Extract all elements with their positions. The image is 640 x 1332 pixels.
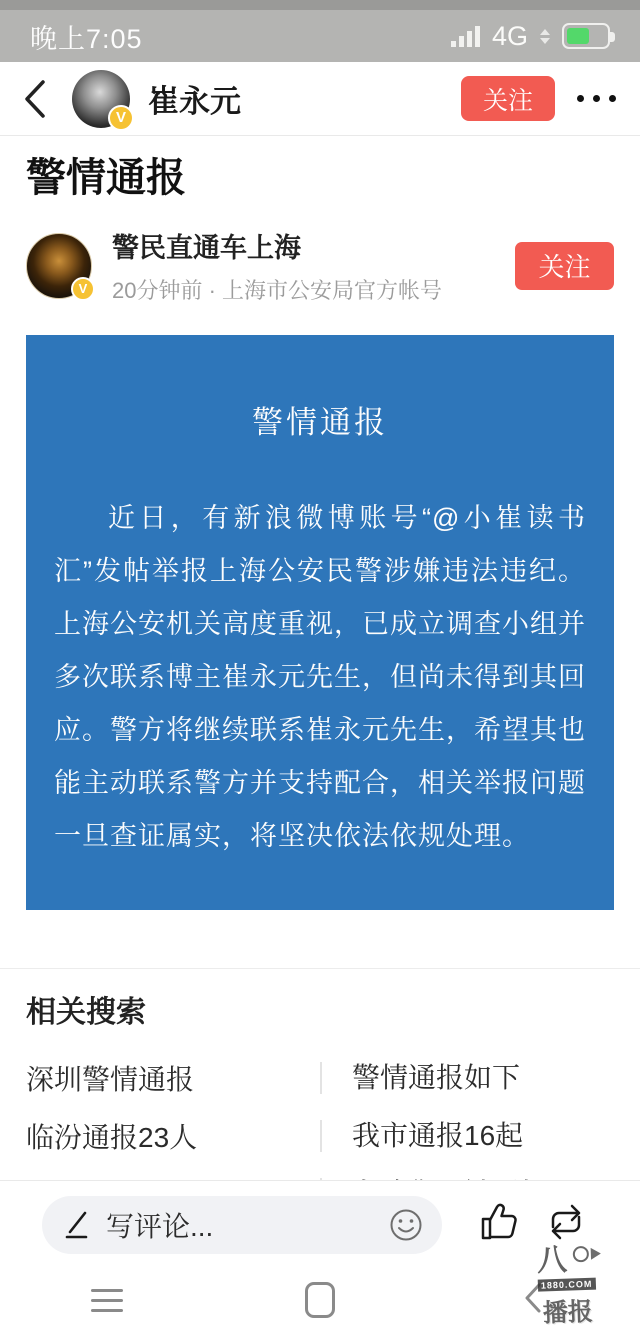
smiley-icon bbox=[388, 1207, 424, 1243]
watermark-label: 播报 bbox=[542, 1297, 594, 1328]
more-options-button[interactable] bbox=[575, 89, 618, 108]
recents-button[interactable] bbox=[83, 1281, 131, 1320]
notice-title: 警情通报 bbox=[252, 405, 388, 440]
header-follow-button[interactable]: 关注 bbox=[461, 76, 555, 121]
watermark-site: 1880.COM bbox=[538, 1278, 596, 1292]
verified-badge-icon: V bbox=[71, 277, 95, 301]
notice-body: 近日，有新浪微博账号“@小崔读书汇”发帖举报上海公安民警涉嫌违法违纪。上海公安机关高度重视，已成立调查小组并多次联系博主崔永元先生，但尚未得到其回应。警方将继续联系崔永元先生，希望其也能主动联系警方并支持配合，相关举报问题一旦查证属实，将坚决依法依规处理。 bbox=[54, 503, 586, 851]
verified-badge-icon: V bbox=[108, 105, 134, 131]
author-card[interactable] bbox=[0, 210, 640, 321]
pencil-icon bbox=[62, 1210, 90, 1240]
status-bar-top-strip bbox=[0, 0, 640, 10]
article-title: 警情通报 bbox=[26, 156, 186, 200]
related-search-link[interactable]: 警情通报如下 bbox=[320, 1062, 614, 1094]
back-button[interactable] bbox=[22, 71, 58, 127]
related-search-heading: 相关搜索 bbox=[26, 996, 146, 1029]
watermark-logo: 八 bbox=[536, 1243, 568, 1278]
author-meta: 20分钟前 · 上海市公安局官方帐号 bbox=[112, 278, 443, 303]
watermark-megaphone-icon bbox=[591, 1247, 601, 1259]
profile-name: 崔永元 bbox=[148, 84, 241, 119]
related-search-row bbox=[26, 1107, 614, 1165]
header bbox=[0, 62, 640, 136]
related-search-link[interactable]: 我市通报16起 bbox=[320, 1120, 614, 1152]
clock: 晚上7:05 bbox=[30, 23, 143, 54]
home-button[interactable] bbox=[305, 1282, 335, 1318]
network-type-label: 4G bbox=[491, 20, 528, 51]
comment-placeholder: 写评论... bbox=[106, 1210, 214, 1242]
related-search-link[interactable]: 深圳警情通报 bbox=[26, 1064, 195, 1095]
author-follow-button[interactable]: 关注 bbox=[515, 242, 614, 290]
thumbs-up-icon bbox=[477, 1201, 521, 1243]
related-search-row bbox=[26, 1049, 614, 1107]
section-divider bbox=[0, 968, 640, 969]
author-avatar[interactable] bbox=[26, 233, 92, 299]
profile-avatar[interactable] bbox=[72, 70, 130, 128]
repost-share-icon bbox=[543, 1201, 589, 1243]
back-chevron-icon bbox=[22, 77, 48, 121]
author-name: 警民直通车上海 bbox=[112, 233, 301, 263]
share-button[interactable] bbox=[543, 1201, 589, 1248]
police-notice-image[interactable] bbox=[26, 335, 614, 910]
battery-fill bbox=[567, 28, 589, 44]
data-traffic-icon bbox=[540, 29, 550, 44]
watermark-mascot-icon bbox=[573, 1246, 590, 1263]
battery-icon bbox=[562, 23, 610, 49]
emoji-button[interactable] bbox=[388, 1207, 424, 1243]
related-search-link[interactable]: 临汾通报23人 bbox=[26, 1122, 198, 1153]
comment-input[interactable] bbox=[42, 1196, 442, 1254]
status-bar bbox=[0, 10, 640, 62]
site-watermark bbox=[537, 1244, 636, 1329]
signal-strength-icon bbox=[451, 25, 480, 47]
like-button[interactable] bbox=[477, 1201, 521, 1248]
